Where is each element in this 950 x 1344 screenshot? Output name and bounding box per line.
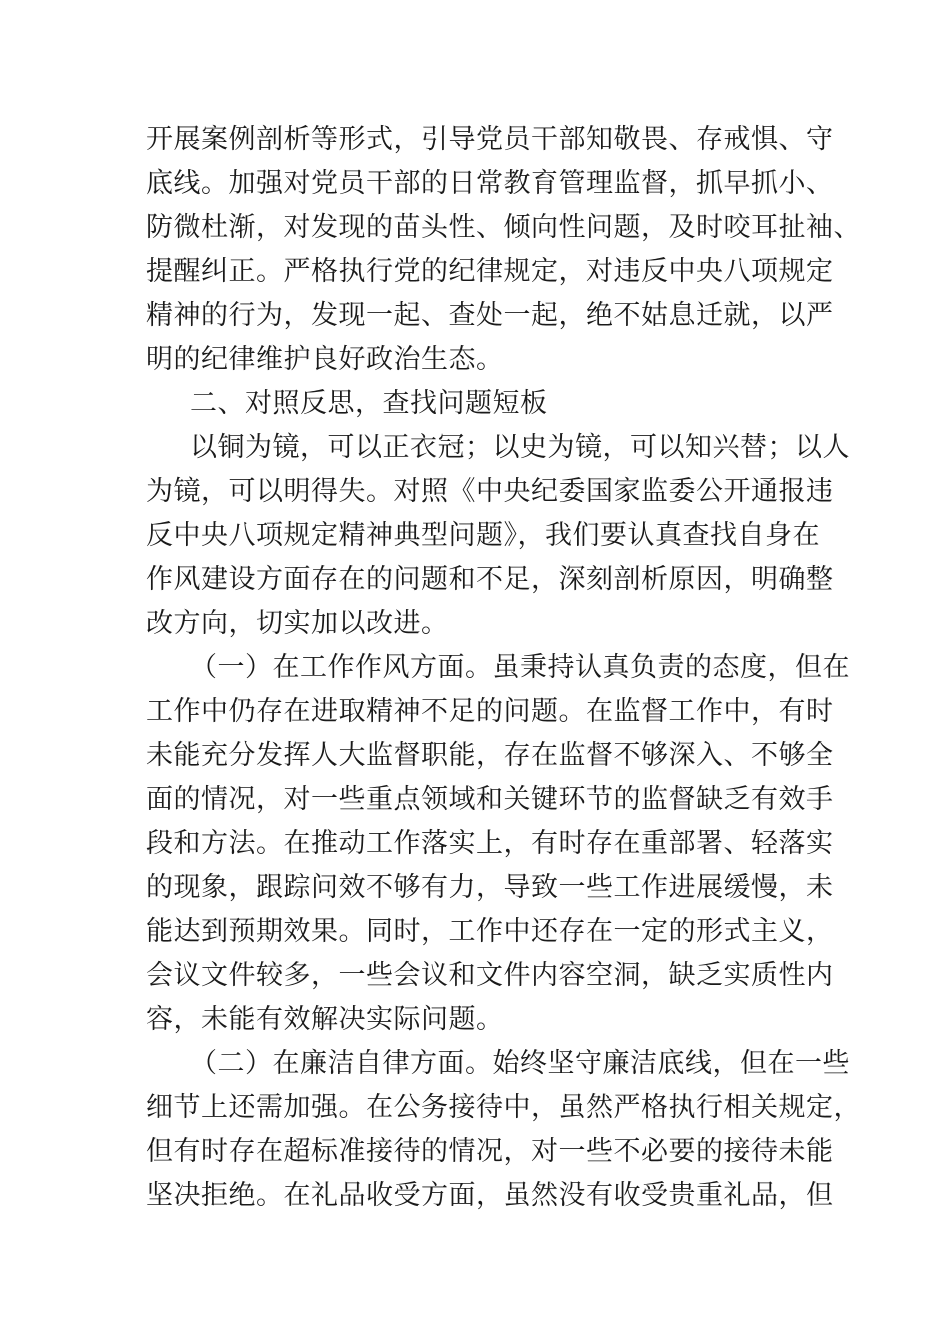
paragraph-line: 段和方法。在推动工作落实上，有时存在重部署、轻落实	[146, 828, 834, 859]
paragraph-line: 开展案例剖析等形式，引导党员干部知敬畏、存戒惧、守	[146, 124, 834, 155]
paragraph-line: 的现象，跟踪问效不够有力，导致一些工作进展缓慢，未	[146, 872, 834, 903]
paragraph-line: 精神的行为，发现一起、查处一起，绝不姑息迁就，以严	[146, 300, 834, 331]
paragraph-line: 改方向，切实加以改进。	[146, 608, 449, 639]
paragraph-line: 容，未能有效解决实际问题。	[146, 1004, 504, 1035]
paragraph-line: 明的纪律维护良好政治生态。	[146, 344, 504, 375]
paragraph-line: 能达到预期效果。同时，工作中还存在一定的形式主义，	[146, 916, 834, 947]
section-heading: 二、对照反思，查找问题短板	[190, 388, 548, 419]
paragraph-line: 未能充分发挥人大监督职能，存在监督不够深入、不够全	[146, 740, 834, 771]
paragraph-line: 细节上还需加强。在公务接待中，虽然严格执行相关规定，	[146, 1092, 861, 1123]
paragraph-line: 底线。加强对党员干部的日常教育管理监督，抓早抓小、	[146, 168, 834, 199]
subsection-heading: （二）在廉洁自律方面。始终坚守廉洁底线，但在一些	[190, 1048, 850, 1079]
paragraph-line: 反中央八项规定精神典型问题》，我们要认真查找自身在	[146, 520, 820, 551]
paragraph-line: 会议文件较多，一些会议和文件内容空洞，缺乏实质性内	[146, 960, 834, 991]
paragraph-line: 但有时存在超标准接待的情况，对一些不必要的接待未能	[146, 1136, 834, 1167]
paragraph-line: 坚决拒绝。在礼品收受方面，虽然没有收受贵重礼品，但	[146, 1180, 834, 1211]
subsection-heading: （一）在工作作风方面。虽秉持认真负责的态度，但在	[190, 652, 850, 683]
paragraph-line: 提醒纠正。严格执行党的纪律规定，对违反中央八项规定	[146, 256, 834, 287]
paragraph-line: 面的情况，对一些重点领域和关键环节的监督缺乏有效手	[146, 784, 834, 815]
paragraph-line: 作风建设方面存在的问题和不足，深刻剖析原因，明确整	[146, 564, 834, 595]
paragraph-line: 为镜，可以明得失。对照《中央纪委国家监委公开通报违	[146, 476, 834, 507]
paragraph-line: 防微杜渐，对发现的苗头性、倾向性问题，及时咬耳扯袖、	[146, 212, 861, 243]
paragraph-line: 以铜为镜，可以正衣冠；以史为镜，可以知兴替；以人	[190, 432, 850, 463]
paragraph-line: 工作中仍存在进取精神不足的问题。在监督工作中，有时	[146, 696, 834, 727]
